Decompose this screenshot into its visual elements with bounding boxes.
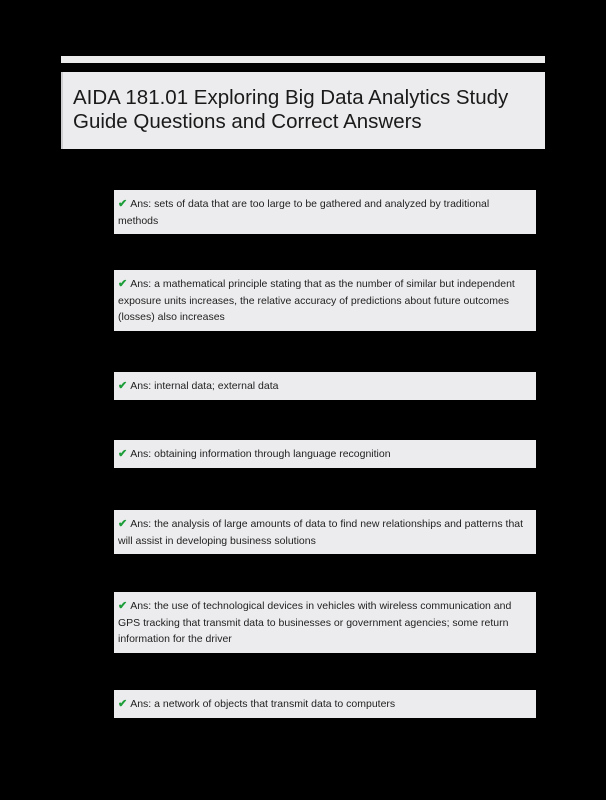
answer-text: Ans: a network of objects that transmit data to computers <box>130 698 396 710</box>
answer-box <box>114 690 536 718</box>
check-icon: ✔ <box>118 600 128 612</box>
answer-text: Ans: a mathematical principle stating that as the number of similar but independent exposure units increases, the relative accuracy of predictions about future outcomes (losses) also increases <box>118 278 515 323</box>
check-icon: ✔ <box>118 448 128 460</box>
answer-text: Ans: obtaining information through language recognition <box>130 448 391 460</box>
answer-box <box>114 270 536 331</box>
answer-text: Ans: the analysis of large amounts of data to find new relationships and patterns that will assist in developing business solutions <box>118 518 524 547</box>
answer-text: Ans: sets of data that are too large to be gathered and analyzed by traditional methods <box>118 198 490 227</box>
top-rule <box>61 56 545 63</box>
answer-text: Ans: the use of technological devices in vehicles with wireless communication and GPS tracking that transmit data to businesses or government agencies; some return information for the driver <box>118 600 512 645</box>
answer-box <box>114 510 536 554</box>
page-title: AIDA 181.01 Exploring Big Data Analytics Study Guide Questions and Correct Answers <box>73 86 509 133</box>
check-icon: ✔ <box>118 518 128 530</box>
check-icon: ✔ <box>118 380 128 392</box>
check-icon: ✔ <box>118 278 128 290</box>
check-icon: ✔ <box>118 198 128 210</box>
title-box <box>61 72 545 149</box>
check-icon: ✔ <box>118 698 128 710</box>
answer-box <box>114 372 536 400</box>
answer-text: Ans: internal data; external data <box>130 380 279 392</box>
answer-box <box>114 190 536 234</box>
answer-box <box>114 440 536 468</box>
answer-box <box>114 592 536 653</box>
